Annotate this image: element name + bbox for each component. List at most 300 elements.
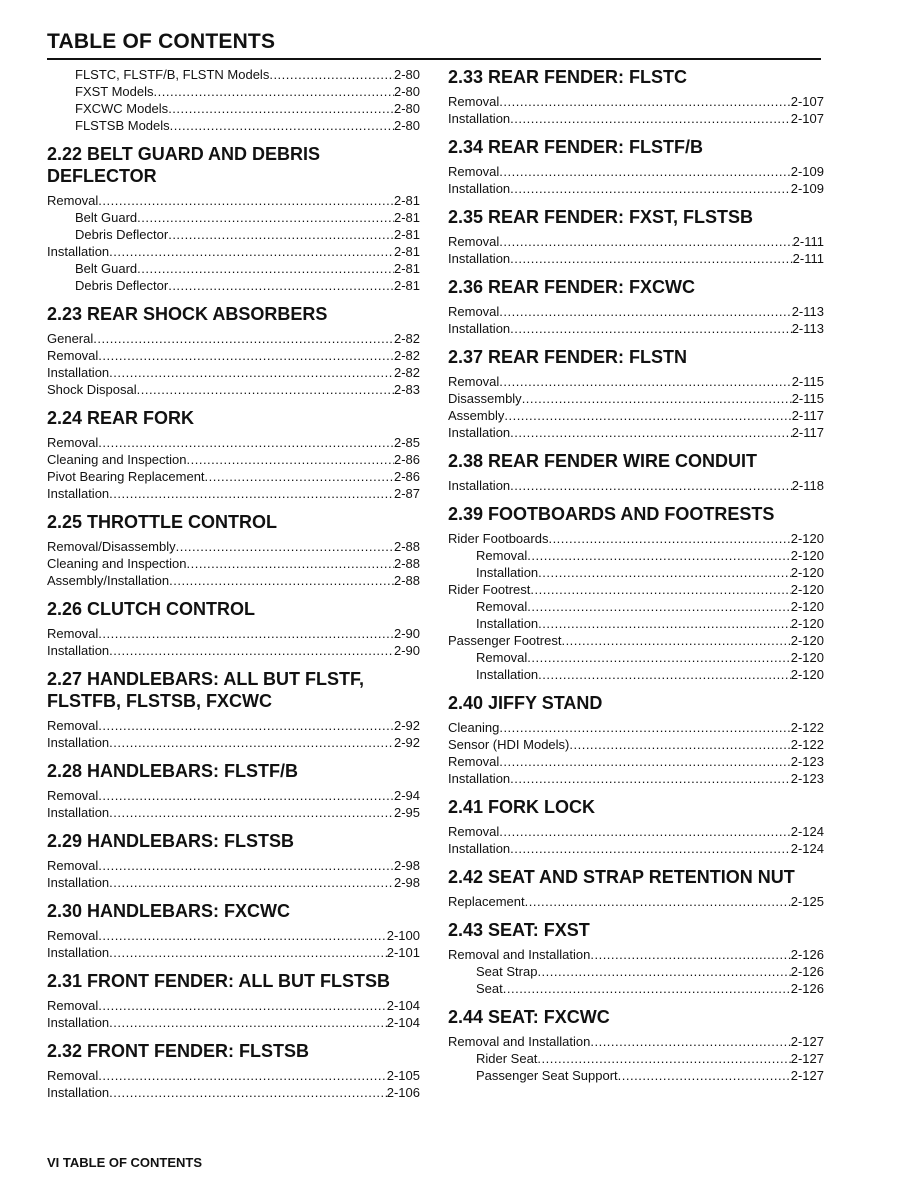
toc-entry-label: Removal — [47, 788, 99, 803]
toc-entry[interactable] — [47, 364, 420, 381]
toc-entry[interactable] — [448, 407, 824, 424]
toc-entry[interactable] — [448, 649, 824, 666]
dot-leader — [205, 468, 394, 485]
toc-entry-page: 2-123 — [790, 771, 824, 786]
toc-entry-label: Installation — [47, 1085, 110, 1100]
dot-leader — [98, 787, 394, 804]
toc-entry[interactable] — [47, 66, 420, 83]
toc-entry-label: Rider Seat — [476, 1051, 538, 1066]
toc-entry-label: Installation — [448, 478, 511, 493]
section-heading[interactable]: 2.42 SEAT AND STRAP RETENTION NUT — [448, 867, 795, 887]
toc-entry-page: 2-101 — [386, 945, 420, 960]
toc-entry-page: 2-115 — [791, 374, 824, 389]
toc-entry-label: Removal — [448, 754, 500, 769]
toc-entry[interactable] — [448, 1050, 824, 1067]
dot-leader — [109, 804, 394, 821]
toc-entry-label: Removal — [47, 626, 99, 641]
dot-leader — [510, 180, 791, 197]
toc-entry-label: Removal — [448, 304, 500, 319]
section-heading[interactable]: 2.38 REAR FENDER WIRE CONDUIT — [448, 451, 758, 471]
dot-leader — [168, 277, 394, 294]
toc-entry-label: Removal — [47, 718, 99, 733]
toc-entry-label: Replacement — [448, 894, 525, 909]
dot-leader — [499, 719, 790, 736]
toc-entry-page: 2-117 — [791, 408, 824, 423]
section-heading[interactable]: 2.36 REAR FENDER: FXCWC — [448, 277, 696, 297]
toc-entry-label: Removal — [47, 928, 99, 943]
toc-entry[interactable] — [448, 303, 824, 320]
toc-entry[interactable] — [448, 980, 824, 997]
toc-entry-page: 2-109 — [790, 181, 824, 196]
toc-entry-page: 2-113 — [791, 321, 824, 336]
toc-entry-page: 2-81 — [393, 210, 420, 225]
toc-entry[interactable] — [47, 83, 420, 100]
dot-leader — [504, 407, 791, 424]
toc-entry-label: Rider Footboards — [448, 531, 549, 546]
section-heading[interactable]: 2.35 REAR FENDER: FXST, FLSTSB — [448, 207, 754, 227]
toc-entry-page: 2-87 — [393, 486, 420, 501]
toc-entry-page: 2-81 — [393, 193, 420, 208]
toc-entry-label: FLSTSB Models — [75, 118, 170, 133]
toc-entry-page: 2-104 — [386, 1015, 420, 1030]
toc-entry-page: 2-92 — [393, 718, 420, 733]
toc-entry-label: Cleaning — [448, 720, 500, 735]
toc-entry-page: 2-95 — [393, 805, 420, 820]
toc-entry-page: 2-105 — [386, 1068, 420, 1083]
toc-entry-label: Removal — [47, 998, 99, 1013]
dot-leader — [109, 1014, 387, 1031]
toc-entry[interactable] — [448, 233, 824, 250]
section-heading[interactable]: 2.27 HANDLEBARS: ALL BUT FLSTF, FLSTFB, FLSTSB, FXCWC — [47, 669, 365, 711]
dot-leader — [269, 66, 394, 83]
toc-entry[interactable] — [47, 717, 420, 734]
toc-entry-page: 2-107 — [790, 94, 824, 109]
toc-entry-label: General — [47, 331, 94, 346]
dot-leader — [538, 666, 791, 683]
dot-leader — [98, 625, 394, 642]
toc-entry-label: Sensor (HDI Models) — [448, 737, 570, 752]
dot-leader — [527, 649, 790, 666]
dot-leader — [522, 390, 792, 407]
dot-leader — [109, 243, 394, 260]
toc-entry-page: 2-126 — [790, 964, 824, 979]
toc-entry[interactable] — [448, 823, 824, 840]
dot-leader — [109, 485, 394, 502]
section-heading[interactable]: 2.23 REAR SHOCK ABSORBERS — [47, 304, 328, 324]
toc-entry-label: Passenger Footrest — [448, 633, 562, 648]
toc-entry[interactable] — [47, 330, 420, 347]
dot-leader — [98, 997, 386, 1014]
toc-entry-page: 2-127 — [790, 1068, 824, 1083]
toc-entry-page: 2-92 — [393, 735, 420, 750]
toc-entry[interactable] — [448, 93, 824, 110]
toc-entry-page: 2-80 — [393, 101, 420, 116]
dot-leader — [93, 330, 394, 347]
section-heading[interactable]: 2.24 REAR FORK — [47, 408, 195, 428]
toc-entry-page: 2-80 — [393, 118, 420, 133]
toc-entry-label: Installation — [448, 321, 511, 336]
section-heading[interactable]: 2.39 FOOTBOARDS AND FOOTRESTS — [448, 504, 775, 524]
toc-entry-page: 2-82 — [393, 348, 420, 363]
dot-leader — [499, 373, 791, 390]
dot-leader — [168, 100, 394, 117]
toc-entry-label: Cleaning and Inspection — [47, 556, 187, 571]
toc-entry-page: 2-127 — [790, 1051, 824, 1066]
toc-entry-label: Installation — [47, 643, 110, 658]
toc-column-right — [448, 66, 824, 1084]
toc-entry-label: Cleaning and Inspection — [47, 452, 187, 467]
toc-entry-page: 2-126 — [790, 947, 824, 962]
dot-leader — [499, 753, 790, 770]
toc-entry-page: 2-98 — [393, 875, 420, 890]
toc-entry-page: 2-109 — [790, 164, 824, 179]
toc-entry[interactable] — [47, 538, 420, 555]
section-heading[interactable]: 2.37 REAR FENDER: FLSTN — [448, 347, 688, 367]
toc-entry-page: 2-106 — [386, 1085, 420, 1100]
toc-entry-label: Removal/Disassembly — [47, 539, 176, 554]
toc-entry-page: 2-125 — [790, 894, 824, 909]
dot-leader — [569, 736, 790, 753]
toc-entry[interactable] — [47, 857, 420, 874]
toc-entry[interactable] — [47, 997, 420, 1014]
toc-entry-page: 2-124 — [790, 841, 824, 856]
dot-leader — [499, 233, 792, 250]
page-footer: VI TABLE OF CONTENTS — [47, 1155, 203, 1170]
toc-entry[interactable] — [448, 666, 824, 683]
toc-entry-label: Installation — [47, 365, 110, 380]
toc-entry-label: Removal — [47, 348, 99, 363]
toc-entry-label: Installation — [47, 486, 110, 501]
section-heading[interactable]: 2.43 SEAT: FXST — [448, 920, 590, 940]
toc-entry[interactable] — [47, 1084, 420, 1101]
dot-leader — [137, 381, 394, 398]
toc-entry[interactable] — [47, 117, 420, 134]
dot-leader — [538, 615, 791, 632]
toc-entry-label: Removal and Installation — [448, 1034, 591, 1049]
dot-leader — [98, 927, 386, 944]
toc-entry[interactable] — [47, 277, 420, 294]
dot-leader — [98, 717, 394, 734]
toc-entry[interactable] — [448, 1033, 824, 1050]
dot-leader — [530, 581, 790, 598]
toc-entry-page: 2-115 — [791, 391, 824, 406]
toc-entry-label: Installation — [448, 181, 511, 196]
dot-leader — [98, 347, 394, 364]
toc-entry[interactable] — [47, 260, 420, 277]
toc-entry-page: 2-120 — [790, 633, 824, 648]
dot-leader — [176, 538, 394, 555]
dot-leader — [154, 83, 394, 100]
toc-entry-label: Removal — [47, 193, 99, 208]
toc-entry-page: 2-120 — [790, 565, 824, 580]
toc-entry[interactable] — [448, 180, 824, 197]
toc-entry[interactable] — [448, 615, 824, 632]
toc-entry-label: Installation — [47, 1015, 110, 1030]
toc-entry[interactable] — [47, 555, 420, 572]
toc-entry-label: Installation — [448, 771, 511, 786]
dot-leader — [499, 823, 790, 840]
dot-leader — [170, 117, 394, 134]
section-heading[interactable]: 2.28 HANDLEBARS: FLSTF/B — [47, 761, 299, 781]
toc-entry-label: Installation — [47, 244, 110, 259]
toc-entry-label: Installation — [448, 251, 511, 266]
toc-entry-page: 2-94 — [393, 788, 420, 803]
toc-entry-page: 2-100 — [386, 928, 420, 943]
toc-entry-label: Passenger Seat Support — [476, 1068, 618, 1083]
toc-entry[interactable] — [47, 100, 420, 117]
toc-entry-page: 2-122 — [790, 720, 824, 735]
dot-leader — [527, 547, 790, 564]
toc-entry-label: Removal — [476, 548, 528, 563]
toc-entry-page: 2-127 — [790, 1034, 824, 1049]
toc-entry-label: Installation — [448, 111, 511, 126]
toc-entry-page: 2-82 — [393, 365, 420, 380]
toc-entry-page: 2-86 — [393, 469, 420, 484]
dot-leader — [499, 303, 791, 320]
toc-entry-page: 2-81 — [393, 244, 420, 259]
toc-entry-page: 2-80 — [393, 67, 420, 82]
section-heading[interactable]: 2.33 REAR FENDER: FLSTC — [448, 67, 688, 87]
toc-entry-page: 2-113 — [791, 304, 824, 319]
dot-leader — [109, 1084, 387, 1101]
toc-entry[interactable] — [47, 1067, 420, 1084]
toc-entry-page: 2-81 — [393, 261, 420, 276]
toc-entry-label: Installation — [476, 616, 539, 631]
dot-leader — [510, 770, 791, 787]
toc-entry-page: 2-118 — [791, 478, 824, 493]
dot-leader — [510, 477, 792, 494]
toc-entry[interactable] — [47, 434, 420, 451]
section-heading[interactable]: 2.22 BELT GUARD AND DEBRIS DEFLECTOR — [47, 144, 321, 186]
toc-entry[interactable] — [448, 163, 824, 180]
toc-entry-page: 2-88 — [393, 573, 420, 588]
dot-leader — [537, 1050, 790, 1067]
toc-entry-page: 2-111 — [792, 251, 824, 266]
toc-entry[interactable] — [448, 963, 824, 980]
toc-entry[interactable] — [47, 874, 420, 891]
toc-entry-page: 2-122 — [790, 737, 824, 752]
dot-leader — [618, 1067, 791, 1084]
toc-entry-label: Installation — [476, 565, 539, 580]
section-heading[interactable]: 2.29 HANDLEBARS: FLSTSB — [47, 831, 295, 851]
section-heading[interactable]: 2.40 JIFFY STAND — [448, 693, 603, 713]
toc-entry[interactable] — [47, 226, 420, 243]
dot-leader — [168, 226, 394, 243]
toc-entry-label: Installation — [448, 841, 511, 856]
toc-entry-page: 2-90 — [393, 643, 420, 658]
toc-entry[interactable] — [47, 804, 420, 821]
toc-entry[interactable] — [448, 946, 824, 963]
dot-leader — [590, 1033, 790, 1050]
toc-entry[interactable] — [47, 347, 420, 364]
toc-entry[interactable] — [448, 320, 824, 337]
toc-entry-label: Debris Deflector — [75, 278, 169, 293]
dot-leader — [510, 110, 791, 127]
toc-entry-page: 2-120 — [790, 531, 824, 546]
toc-entry[interactable] — [47, 381, 420, 398]
toc-entry[interactable] — [448, 719, 824, 736]
toc-entry-label: Assembly — [448, 408, 505, 423]
toc-entry[interactable] — [47, 209, 420, 226]
toc-entry[interactable] — [47, 451, 420, 468]
dot-leader — [590, 946, 790, 963]
toc-entry[interactable] — [47, 787, 420, 804]
toc-entry[interactable] — [47, 468, 420, 485]
section-heading[interactable]: 2.30 HANDLEBARS: FXCWC — [47, 901, 291, 921]
toc-entry-label: Removal — [448, 94, 500, 109]
toc-entry-page: 2-88 — [393, 556, 420, 571]
toc-entry-page: 2-111 — [792, 234, 824, 249]
toc-entry[interactable] — [47, 625, 420, 642]
dot-leader — [538, 564, 791, 581]
toc-entry-page: 2-81 — [393, 227, 420, 242]
dot-leader — [109, 874, 394, 891]
toc-entry-page: 2-86 — [393, 452, 420, 467]
toc-entry[interactable] — [47, 927, 420, 944]
dot-leader — [548, 530, 790, 547]
toc-entry-label: Installation — [47, 875, 110, 890]
toc-entry-page: 2-88 — [393, 539, 420, 554]
toc-entry-page: 2-98 — [393, 858, 420, 873]
toc-entry-page: 2-81 — [393, 278, 420, 293]
toc-entry-page: 2-120 — [790, 582, 824, 597]
toc-entry-label: Belt Guard — [75, 261, 138, 276]
dot-leader — [527, 598, 790, 615]
dot-leader — [109, 944, 387, 961]
section-heading[interactable]: 2.41 FORK LOCK — [448, 797, 596, 817]
toc-entry-page: 2-85 — [393, 435, 420, 450]
toc-entry-label: Removal and Installation — [448, 947, 591, 962]
dot-leader — [137, 260, 394, 277]
dot-leader — [187, 451, 394, 468]
toc-entry[interactable] — [47, 1014, 420, 1031]
dot-leader — [187, 555, 394, 572]
toc-entry-page: 2-120 — [790, 599, 824, 614]
dot-leader — [98, 434, 394, 451]
toc-entry-page: 2-126 — [790, 981, 824, 996]
toc-entry-label: Shock Disposal — [47, 382, 137, 397]
toc-entry-page: 2-124 — [790, 824, 824, 839]
toc-entry-page: 2-117 — [791, 425, 824, 440]
dot-leader — [537, 963, 790, 980]
toc-entry-page: 2-123 — [790, 754, 824, 769]
toc-entry[interactable] — [448, 390, 824, 407]
dot-leader — [561, 632, 790, 649]
toc-entry[interactable] — [448, 632, 824, 649]
toc-entry[interactable] — [47, 734, 420, 751]
toc-entry[interactable] — [448, 250, 824, 267]
toc-entry[interactable] — [47, 642, 420, 659]
dot-leader — [510, 250, 793, 267]
toc-entry[interactable] — [448, 736, 824, 753]
dot-leader — [510, 840, 791, 857]
section-heading[interactable]: 2.26 CLUTCH CONTROL — [47, 599, 256, 619]
dot-leader — [109, 642, 394, 659]
toc-entry-label: Debris Deflector — [75, 227, 169, 242]
toc-entry[interactable] — [448, 1067, 824, 1084]
dot-leader — [169, 572, 394, 589]
toc-entry[interactable] — [448, 110, 824, 127]
toc-entry-label: Removal — [47, 435, 99, 450]
toc-entry-label: Removal — [476, 599, 528, 614]
toc-entry-page: 2-90 — [393, 626, 420, 641]
section-heading[interactable]: 2.25 THROTTLE CONTROL — [47, 512, 278, 532]
dot-leader — [137, 209, 394, 226]
dot-leader — [98, 192, 394, 209]
section-heading[interactable]: 2.31 FRONT FENDER: ALL BUT FLSTSB — [47, 971, 391, 991]
toc-entry-page: 2-82 — [393, 331, 420, 346]
toc-entry[interactable] — [448, 547, 824, 564]
dot-leader — [499, 163, 790, 180]
toc-entry-label: Removal — [448, 164, 500, 179]
toc-entry-label: Assembly/Installation — [47, 573, 170, 588]
toc-entry[interactable] — [448, 424, 824, 441]
section-heading[interactable]: 2.34 REAR FENDER: FLSTF/B — [448, 137, 704, 157]
dot-leader — [499, 93, 790, 110]
toc-entry[interactable] — [448, 373, 824, 390]
dot-leader — [503, 980, 791, 997]
dot-leader — [510, 320, 792, 337]
toc-entry[interactable] — [448, 530, 824, 547]
toc-entry-page: 2-120 — [790, 667, 824, 682]
section-heading[interactable]: 2.32 FRONT FENDER: FLSTSB — [47, 1041, 310, 1061]
toc-entry[interactable] — [448, 598, 824, 615]
toc-entry[interactable] — [448, 753, 824, 770]
dot-leader — [109, 364, 394, 381]
toc-entry-label: Rider Footrest — [448, 582, 531, 597]
dot-leader — [98, 857, 394, 874]
toc-entry[interactable] — [47, 192, 420, 209]
toc-entry[interactable] — [47, 944, 420, 961]
toc-entry-label: Removal — [448, 824, 500, 839]
toc-entry[interactable] — [448, 840, 824, 857]
toc-entry[interactable] — [448, 564, 824, 581]
toc-entry-label: Removal — [47, 1068, 99, 1083]
toc-entry-page: 2-120 — [790, 616, 824, 631]
toc-entry[interactable] — [448, 477, 824, 494]
toc-entry-page: 2-83 — [393, 382, 420, 397]
toc-entry-label: Removal — [448, 374, 500, 389]
toc-entry-label: Seat — [476, 981, 503, 996]
toc-entry-label: Installation — [47, 735, 110, 750]
toc-entry-page: 2-80 — [393, 84, 420, 99]
toc-entry-label: Removal — [448, 234, 500, 249]
toc-entry-label: Installation — [476, 667, 539, 682]
toc-entry[interactable] — [448, 581, 824, 598]
toc-entry-page: 2-104 — [386, 998, 420, 1013]
toc-entry-label: Belt Guard — [75, 210, 138, 225]
toc-entry-label: Pivot Bearing Replacement — [47, 469, 205, 484]
toc-entry-label: Installation — [47, 945, 110, 960]
toc-entry-label: Removal — [476, 650, 528, 665]
section-heading[interactable]: 2.44 SEAT: FXCWC — [448, 1007, 610, 1027]
toc-entry[interactable] — [47, 243, 420, 260]
toc-entry-label: Removal — [47, 858, 99, 873]
toc-entry[interactable] — [448, 893, 824, 910]
toc-entry-label: Disassembly — [448, 391, 522, 406]
toc-entry-label: Installation — [47, 805, 110, 820]
toc-entry[interactable] — [448, 770, 824, 787]
toc-entry[interactable] — [47, 485, 420, 502]
dot-leader — [98, 1067, 386, 1084]
toc-entry-page: 2-120 — [790, 548, 824, 563]
dot-leader — [510, 424, 792, 441]
toc-column-left — [47, 66, 420, 1101]
toc-entry[interactable] — [47, 572, 420, 589]
toc-entry-label: FXCWC Models — [75, 101, 169, 116]
toc-entry-label: FLSTC, FLSTF/B, FLSTN Models — [75, 67, 270, 82]
dot-leader — [525, 893, 791, 910]
